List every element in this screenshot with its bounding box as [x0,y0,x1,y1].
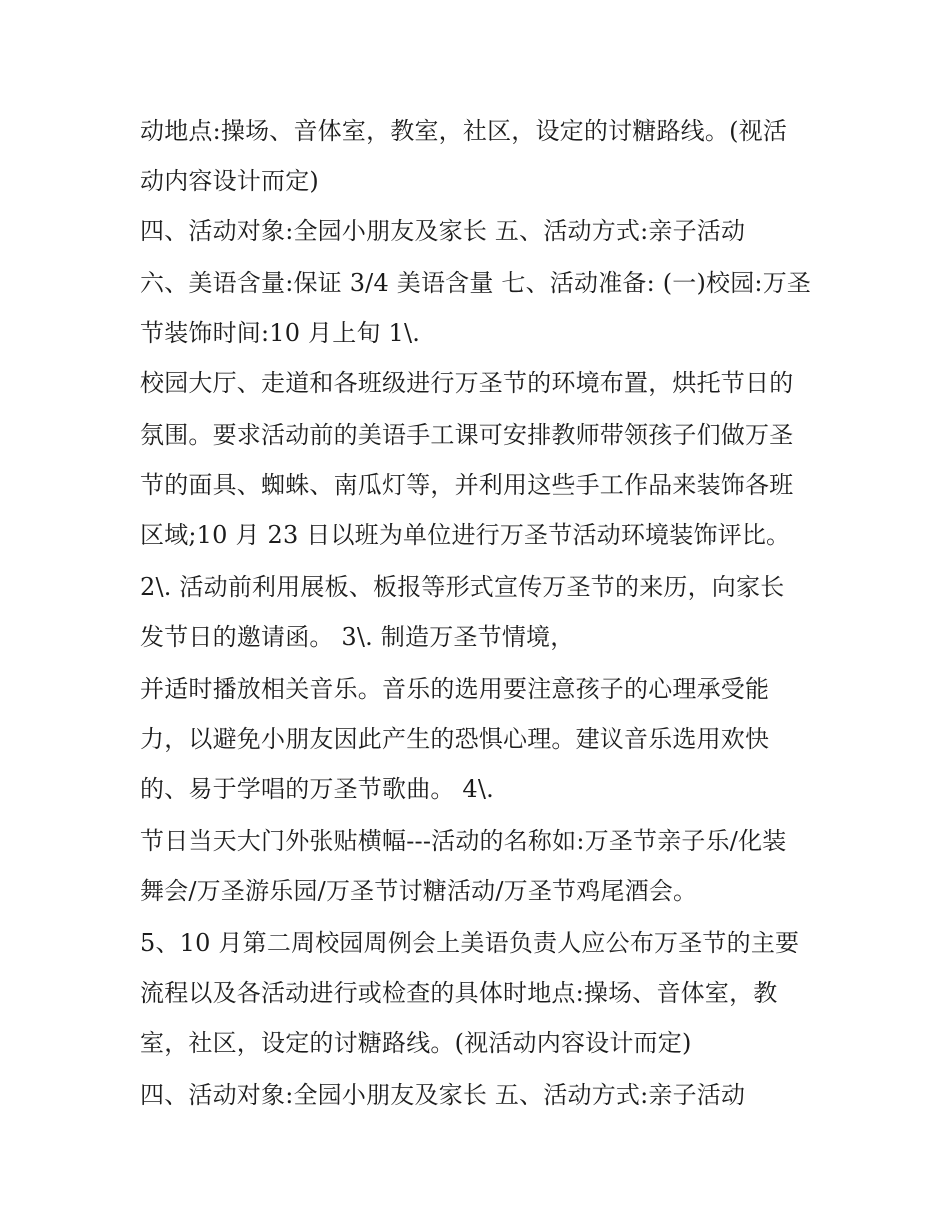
text-line-11: 发节日的邀请函。 3\. 制造万圣节情境， [140,623,575,651]
text-line-17: 5、10 月第二周校园周例会上美语负责人应公布万圣节的主要 [140,929,800,957]
text-line-3: 四、活动对象:全园小朋友及家长 五、活动方式:亲子活动 [140,217,746,245]
text-line-6: 校园大厅、走道和各班级进行万圣节的环境布置，烘托节日的 [140,369,794,397]
text-line-14: 的、易于学唱的万圣节歌曲。 4\. [140,775,495,803]
text-line-2: 动内容设计而定) [140,167,319,195]
text-line-18: 流程以及各活动进行或检查的具体时地点:操场、音体室，教 [140,979,778,1007]
text-line-16: 舞会/万圣游乐园/万圣节讨糖活动/万圣节鸡尾酒会。 [140,877,698,905]
text-line-15: 节日当天大门外张贴横幅---活动的名称如:万圣节亲子乐/化装 [140,827,787,855]
text-line-19: 室，社区，设定的讨糖路线。(视活动内容设计而定) [140,1029,692,1057]
text-line-5: 节装饰时间:10 月上旬 1\. [140,319,421,347]
text-line-20: 四、活动对象:全园小朋友及家长 五、活动方式:亲子活动 [140,1081,746,1109]
text-line-9: 区域;10 月 23 日以班为单位进行万圣节活动环境装饰评比。 [140,521,791,549]
text-line-13: 力，以避免小朋友因此产生的恐惧心理。建议音乐选用欢快 [140,725,770,753]
text-line-7: 氛围。要求活动前的美语手工课可安排教师带领孩子们做万圣 [140,421,794,449]
text-line-1: 动地点:操场、音体室，教室，社区，设定的讨糖路线。(视活 [140,117,788,145]
text-line-12: 并适时播放相关音乐。音乐的选用要注意孩子的心理承受能 [140,675,770,703]
text-line-10: 2\. 活动前利用展板、板报等形式宣传万圣节的来历，向家长 [140,573,785,601]
text-line-8: 节的面具、蜘蛛、南瓜灯等，并利用这些手工作品来装饰各班 [140,471,794,499]
text-line-4: 六、美语含量:保证 3/4 美语含量 七、活动准备: (一)校园:万圣 [140,269,812,297]
